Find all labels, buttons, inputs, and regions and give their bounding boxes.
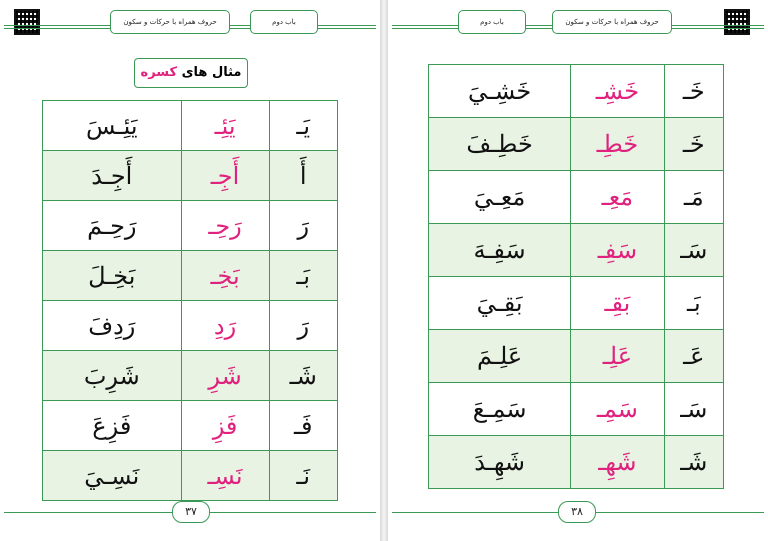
partial-cell: [571, 171, 664, 224]
partial-cell: [181, 101, 269, 151]
word-cell: [43, 301, 182, 351]
partial-cell-text: مَعِـ: [601, 183, 634, 211]
word-cell-text: مَعِـيَ: [473, 183, 526, 211]
letter-cell-text: سَـ: [680, 395, 708, 423]
left-page: [0, 0, 380, 541]
table-row: [429, 171, 724, 224]
letter-cell-text: عَـ: [683, 342, 705, 370]
letter-cell-text: بَـ: [686, 289, 701, 317]
partial-cell-text: سَمِـ: [596, 395, 638, 423]
word-cell: [43, 451, 182, 501]
section-title: [134, 58, 248, 88]
word-cell: [43, 351, 182, 401]
word-cell: [429, 383, 571, 436]
letter-cell-text: نَـ: [296, 461, 311, 490]
word-cell-text: خَطِـفَ: [466, 130, 533, 158]
word-cell-text: سَمِـعَ: [472, 395, 527, 423]
letter-cell: [269, 201, 338, 251]
page-number: ۳۸: [558, 501, 596, 523]
example-table: [42, 100, 338, 501]
letter-cell: [664, 277, 723, 330]
partial-cell-text: شَرِ: [208, 361, 242, 390]
partial-cell: [571, 277, 664, 330]
partial-cell: [181, 351, 269, 401]
example-table: [428, 64, 724, 489]
partial-cell: [571, 118, 664, 171]
partial-cell-text: أَجِـ: [210, 161, 240, 190]
word-cell-text: شَرِبَ: [83, 361, 140, 390]
qr-code-icon: [14, 9, 40, 35]
letter-cell-text: رَ: [297, 211, 310, 240]
word-cell: [429, 224, 571, 277]
word-cell: [43, 401, 182, 451]
partial-cell-text: سَفِـ: [597, 236, 638, 264]
table-row: [43, 451, 338, 501]
letter-cell: [664, 118, 723, 171]
partial-cell: [571, 330, 664, 383]
letter-cell: [269, 151, 338, 201]
word-cell: [429, 436, 571, 489]
partial-cell: [571, 383, 664, 436]
word-cell: [429, 171, 571, 224]
partial-cell-text: خَشِـ: [595, 77, 640, 105]
letter-cell-text: يَـ: [296, 111, 311, 140]
partial-cell: [571, 436, 664, 489]
table-row: [429, 118, 724, 171]
partial-cell: [181, 151, 269, 201]
header-chapter-subtitle: حروف همراه با حرکات و سکون: [552, 10, 672, 34]
word-cell: [429, 65, 571, 118]
partial-cell-text: رَحِـ: [208, 211, 242, 240]
table-row: [43, 201, 338, 251]
word-cell: [429, 330, 571, 383]
word-cell-text: عَلِـمَ: [476, 342, 523, 370]
partial-cell: [571, 224, 664, 277]
table-row: [43, 351, 338, 401]
table-row: [43, 101, 338, 151]
page-number: ۳۷: [172, 501, 210, 523]
partial-cell-text: خَطِـ: [596, 130, 639, 158]
table-row: [429, 330, 724, 383]
word-cell-text: خَشِـيَ: [467, 77, 532, 105]
partial-cell: [181, 301, 269, 351]
letter-cell: [269, 401, 338, 451]
table-row: [429, 277, 724, 330]
partial-cell-text: شَهِـ: [598, 448, 637, 476]
letter-cell: [664, 330, 723, 383]
partial-cell-text: عَلِـ: [602, 342, 633, 370]
qr-code-icon: [724, 9, 750, 35]
letter-cell-text: شَـ: [289, 361, 317, 390]
partial-cell-text: رَدِ: [213, 311, 237, 340]
letter-cell-text: سَـ: [680, 236, 708, 264]
table-row: [429, 224, 724, 277]
word-cell-text: رَحِـمَ: [87, 211, 137, 240]
letter-cell: [269, 451, 338, 501]
letter-cell: [664, 383, 723, 436]
table-row: [43, 251, 338, 301]
letter-cell: [664, 224, 723, 277]
word-cell-text: بَخِـلَ: [88, 261, 136, 290]
letter-cell-text: بَـ: [296, 261, 311, 290]
letter-cell-text: خَـ: [682, 77, 705, 105]
table-row: [43, 151, 338, 201]
section-title-prefix: مثال های: [181, 65, 242, 80]
header-chapter-subtitle: حروف همراه با حرکات و سکون: [110, 10, 230, 34]
letter-cell-text: مَـ: [683, 183, 704, 211]
partial-cell-text: نَسِـ: [207, 461, 243, 490]
partial-cell: [181, 201, 269, 251]
word-cell: [43, 251, 182, 301]
letter-cell-text: خَـ: [682, 130, 705, 158]
word-cell: [429, 277, 571, 330]
word-cell: [43, 151, 182, 201]
table-row: [43, 401, 338, 451]
word-cell-text: بَقِـيَ: [476, 289, 523, 317]
section-title-highlight: کسره: [140, 65, 178, 80]
letter-cell: [269, 251, 338, 301]
word-cell-text: نَسِـيَ: [84, 461, 140, 490]
book-gutter: [380, 0, 388, 541]
word-cell-text: يَئِـسَ: [86, 111, 138, 140]
word-cell-text: شَهِـدَ: [474, 448, 525, 476]
letter-cell: [664, 65, 723, 118]
word-cell-text: فَزِعَ: [92, 411, 132, 440]
header-chapter-title: باب دوم: [250, 10, 318, 34]
letter-cell-text: شَـ: [680, 448, 708, 476]
partial-cell: [181, 451, 269, 501]
partial-cell-text: فَزِ: [212, 411, 238, 440]
header-chapter-title: باب دوم: [458, 10, 526, 34]
table-row: [43, 301, 338, 351]
letter-cell: [269, 301, 338, 351]
partial-cell: [571, 65, 664, 118]
table-row: [429, 436, 724, 489]
letter-cell-text: أَ: [299, 161, 307, 190]
table-row: [429, 383, 724, 436]
word-cell-text: رَدِفَ: [88, 311, 136, 340]
table-row: [429, 65, 724, 118]
letter-cell: [269, 101, 338, 151]
letter-cell-text: فَـ: [293, 411, 313, 440]
letter-cell: [664, 171, 723, 224]
letter-cell: [664, 436, 723, 489]
letter-cell: [269, 351, 338, 401]
partial-cell-text: بَقِـ: [604, 289, 631, 317]
word-cell: [43, 101, 182, 151]
word-cell: [429, 118, 571, 171]
partial-cell: [181, 401, 269, 451]
letter-cell-text: رَ: [297, 311, 310, 340]
partial-cell-text: بَخِـ: [210, 261, 240, 290]
partial-cell: [181, 251, 269, 301]
word-cell-text: سَفِـهَ: [473, 236, 526, 264]
right-page: [388, 0, 768, 541]
word-cell: [43, 201, 182, 251]
partial-cell-text: يَئِـ: [214, 111, 236, 140]
word-cell-text: أَجِـدَ: [91, 161, 133, 190]
